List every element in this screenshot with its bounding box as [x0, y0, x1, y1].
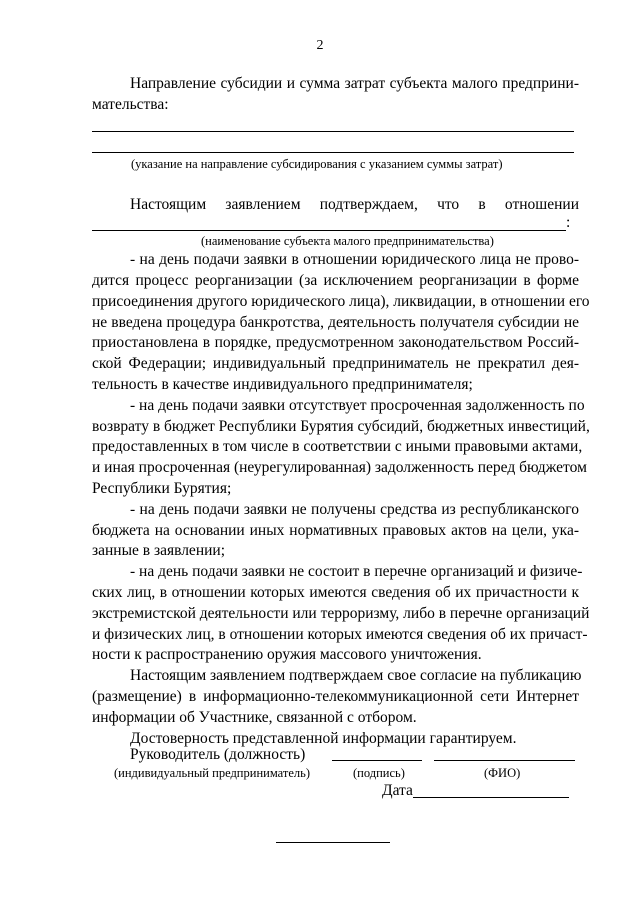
- body-line: ских лиц, в отношении которых имеются сведения об их причастности к: [92, 584, 579, 601]
- body-line: ности к распространению оружия массового уничтожения.: [92, 646, 482, 663]
- head-label: Руководитель (должность): [130, 746, 306, 763]
- confirm-word: заявлением: [225, 196, 301, 213]
- signature-line: [332, 760, 422, 761]
- entity-name-line: [92, 230, 566, 231]
- body-line: приостановлена в порядке, предусмотренном законодательством Россий-: [92, 334, 579, 351]
- body-line: дится процесс реорганизации (за исключением реорганизации в форме: [92, 272, 579, 289]
- subsidy-input-line-2: [92, 152, 574, 153]
- body-line: информации об Участнике, связанной с отбором.: [92, 709, 417, 726]
- entity-caption: (наименование субъекта малого предпринимательства): [201, 234, 494, 248]
- date-line: [413, 797, 569, 798]
- body-line: Достоверность представленной информации гарантируем.: [130, 730, 517, 747]
- end-line: [276, 842, 390, 843]
- body-line: - на день подачи заявки в отношении юридического лица не прово-: [130, 251, 579, 268]
- head-caption: (индивидуальный предприниматель): [114, 766, 310, 780]
- body-line: и иная просроченная (неурегулированная) задолженность перед бюджетом: [92, 459, 587, 476]
- subsidy-heading-line-1: Направление субсидии и сумма затрат субъекта малого предприни-: [130, 75, 579, 92]
- subsidy-heading-line-2: мательства:: [92, 96, 169, 113]
- subsidy-input-line-1: [92, 131, 574, 132]
- body-line: - на день подачи заявки отсутствует просроченная задолженность по: [130, 397, 585, 414]
- confirm-word: что: [437, 196, 460, 213]
- body-line: (размещение) в информационно-телекоммуникационной сети Интернет: [92, 688, 579, 705]
- body-line: занные в заявлении;: [92, 542, 226, 559]
- body-line: и физических лиц, в отношении которых имеются сведения об их причаст-: [92, 626, 588, 643]
- body-line: бюджета на основании иных нормативных правовых актов на цели, ука-: [92, 522, 579, 539]
- body-line: Настоящим заявлением подтверждаем свое согласие на публикацию: [130, 667, 582, 684]
- body-line: предоставленных в том числе в соответствии с иными правовыми актами,: [92, 438, 583, 455]
- confirm-word: в: [478, 196, 486, 213]
- subsidy-caption: (указание на направление субсидирования с указанием суммы затрат): [131, 157, 503, 171]
- body-line: - на день подачи заявки не состоит в перечне организаций и физиче-: [130, 563, 583, 580]
- confirm-word: отношении: [504, 196, 579, 213]
- body-line: не введена процедура банкротства, деятельность получателя субсидии не: [92, 314, 579, 331]
- body-line: экстремистской деятельности или терроризму, либо в перечне организаций: [92, 605, 590, 622]
- confirm-line: [130, 195, 579, 216]
- body-line: Республики Бурятия;: [92, 480, 232, 497]
- body-line: тельность в качестве индивидуального предпринимателя;: [92, 376, 473, 393]
- body-line: - на день подачи заявки не получены средства из республиканского: [130, 501, 579, 518]
- body-line: ской Федерации; индивидуальный предприниматель не прекратил дея-: [92, 355, 579, 372]
- body-line: присоединения другого юридического лица), ликвидации, в отношении его: [92, 293, 590, 310]
- fio-caption: (ФИО): [484, 766, 521, 780]
- sign-caption: (подпись): [353, 766, 405, 780]
- confirm-word: Настоящим: [130, 196, 207, 213]
- body-line: возврату в бюджет Республики Бурятия субсидий, бюджетных инвестиций,: [92, 418, 590, 435]
- confirm-word: подтверждаем,: [319, 196, 418, 213]
- page-number: 2: [316, 38, 324, 53]
- entity-line-colon: :: [566, 214, 571, 231]
- date-label: Дата: [382, 782, 413, 799]
- fio-line: [434, 760, 575, 761]
